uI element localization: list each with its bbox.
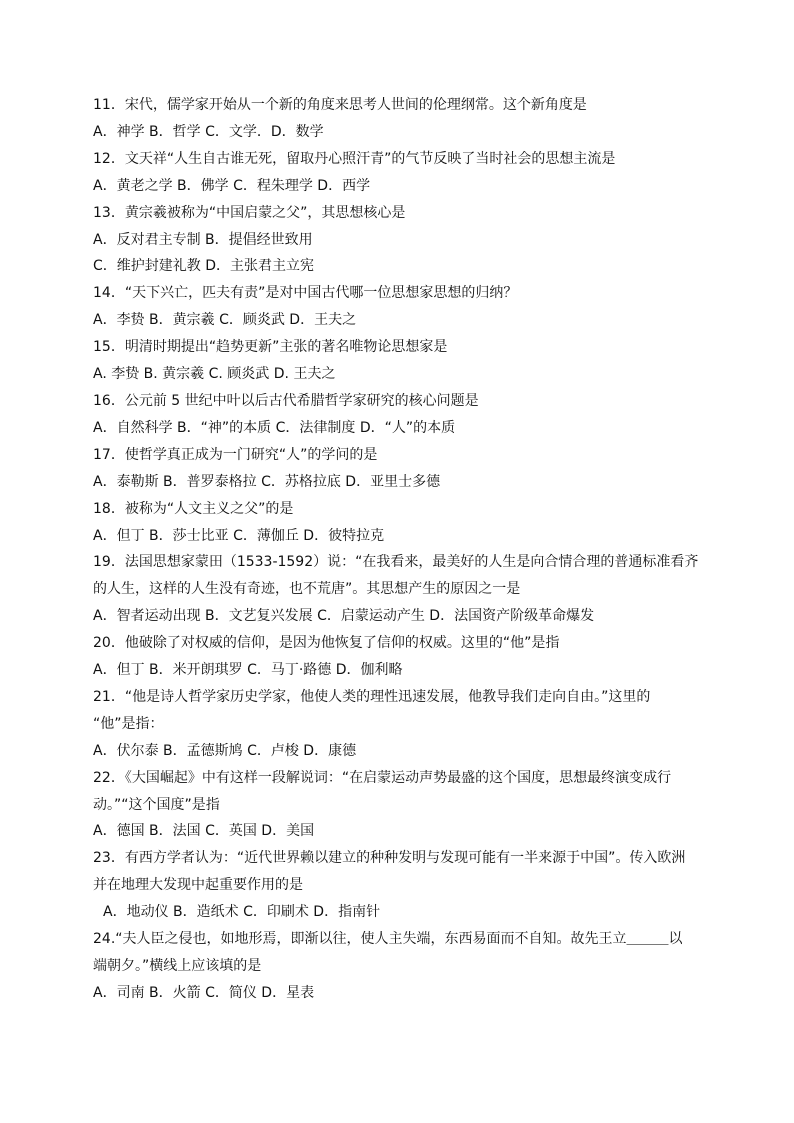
question-23-stem-line-1: 23．有西方学者认为：“近代世界赖以建立的种种发明与发现可能有一半来源于中国”。传入欧洲	[93, 850, 686, 867]
question-23-options: A．地动仪 B．造纸术 C．印刷术 D．指南针	[103, 904, 381, 921]
question-19-stem-line-2: 的人生，这样的人生没有奇迹，也不荒唐”。其思想产生的原因之一是	[93, 581, 521, 598]
question-20-stem: 20．他破除了对权威的信仰，是因为他恢复了信仰的权威。这里的“他”是指	[93, 635, 560, 652]
question-24-stem-line-2: 端朝夕。”横线上应该填的是	[93, 958, 262, 974]
question-14-stem: 14．“天下兴亡，匹夫有责”是对中国古代哪一位思想家思想的归纳？	[93, 285, 518, 302]
question-19-options: A．智者运动出现 B．文艺复兴发展 C．启蒙运动产生 D．法国资产阶级革命爆发	[93, 608, 595, 625]
question-18-stem: 18．被称为“人文主义之父”的是	[93, 500, 294, 517]
question-20-options: A．但丁 B．米开朗琪罗 C．马丁·路德 D．伽利略	[93, 662, 403, 679]
question-18-options: A．但丁 B．莎士比亚 C．薄伽丘 D．彼特拉克	[93, 527, 385, 544]
question-22-stem-line-1: 22．《大国崛起》中有这样一段解说词：“在启蒙运动声势最盛的这个国度，思想最终演变成行	[93, 769, 672, 786]
document-page	[93, 92, 705, 1007]
question-11-options: A．神学 B．哲学 C．文学．D．数学	[93, 123, 324, 140]
question-21-stem-line-1: 21．“他是诗人哲学家历史学家，他使人类的理性迅速发展，他教导我们走向自由。”这里的	[93, 688, 651, 705]
question-24-stem-line-1: 24.“夫人臣之侵也，如地形焉，即渐以往，使人主失端，东西易面而不自知。故先王立＿＿＿以	[93, 931, 683, 948]
question-24-options: A．司南 B．火箭 C．简仪 D．星表	[93, 984, 315, 1001]
question-23-stem-line-2: 并在地理大发现中起重要作用的是	[93, 877, 303, 894]
question-12-stem: 12．文天祥“人生自古谁无死，留取丹心照汗青”的气节反映了当时社会的思想主流是	[93, 150, 616, 167]
question-17-options: A．泰勒斯 B．普罗泰格拉 C．苏格拉底 D．亚里士多德	[93, 473, 441, 490]
question-15-options: A. 李贽 B. 黄宗羲 C. 顾炎武 D. 王夫之	[93, 366, 336, 383]
question-16-stem: 16．公元前 5 世纪中叶以后古代希腊哲学家研究的核心问题是	[93, 392, 479, 409]
question-14-options: A．李贽 B．黄宗羲 C．顾炎武 D．王夫之	[93, 312, 357, 329]
question-17-stem: 17．使哲学真正成为一门研究“人”的学问的是	[93, 446, 378, 463]
question-13-stem: 13．黄宗羲被称为“中国启蒙之父”，其思想核心是	[93, 204, 406, 221]
question-22-options: A．德国 B．法国 C．英国 D．美国	[93, 823, 315, 840]
question-22-stem-line-2: 动。”“这个国度”是指	[93, 796, 220, 813]
question-13-options-line-2: C．维护封建礼教 D．主张君主立宪	[93, 258, 315, 275]
question-21-options: A．伏尔泰 B．孟德斯鸠 C．卢梭 D．康德	[93, 742, 357, 759]
question-13-options-line-1: A．反对君主专制 B．提倡经世致用	[93, 231, 313, 248]
question-16-options: A．自然科学 B．“神”的本质 C．法律制度 D．“人”的本质	[93, 419, 456, 436]
question-21-stem-line-2: “他”是指：	[93, 715, 164, 732]
question-12-options: A．黄老之学 B．佛学 C．程朱理学 D．西学	[93, 177, 371, 194]
question-15-stem: 15．明清时期提出“趋势更新”主张的著名唯物论思想家是	[93, 339, 448, 356]
question-11-stem: 11．宋代，儒学家开始从一个新的角度来思考人世间的伦理纲常。这个新角度是	[93, 97, 587, 113]
question-19-stem-line-1: 19．法国思想家蒙田（1533-1592）说：“在我看来，最美好的人生是向合情合理的普通标准看齐	[93, 554, 699, 571]
